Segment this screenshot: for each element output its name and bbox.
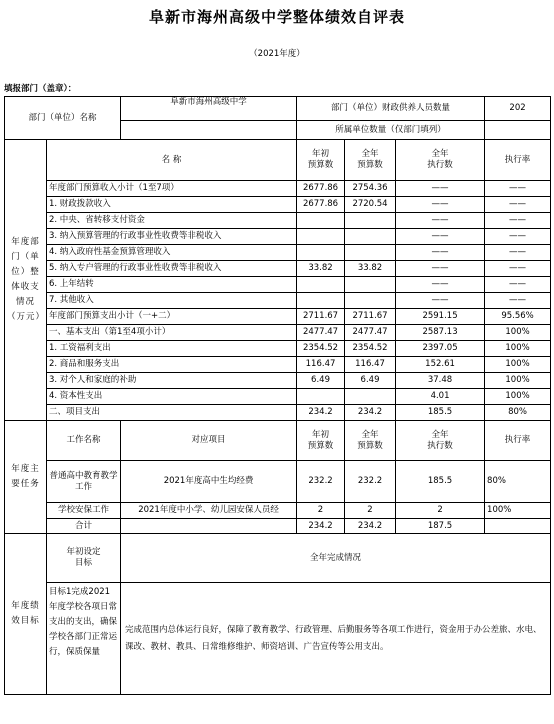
staff-count-value: 202 — [485, 97, 551, 121]
budget-item-initial: 2677.86 — [297, 181, 345, 197]
budget-row — [5, 213, 551, 229]
tasks-total-row — [5, 519, 551, 534]
budget-item-initial — [297, 229, 345, 245]
tasks-total-rate — [485, 519, 551, 534]
budget-row — [5, 229, 551, 245]
staff-count-label: 部门（单位）财政供养人员数量 — [297, 97, 485, 121]
budget-item-initial: 2477.47 — [297, 325, 345, 341]
task-project: 2021年度高中生均经费 — [121, 461, 297, 503]
budget-row — [5, 389, 551, 405]
budget-item-rate: 80% — [485, 405, 551, 421]
budget-row — [5, 357, 551, 373]
budget-item-full: 2754.36 — [345, 181, 396, 197]
budget-item-initial — [297, 245, 345, 261]
budget-item-name: 7. 其他收入 — [47, 293, 297, 309]
budget-item-rate: —— — [485, 261, 551, 277]
budget-item-full — [345, 389, 396, 405]
budget-item-rate: —— — [485, 181, 551, 197]
budget-item-exec: —— — [396, 181, 485, 197]
dept-label: 部门（单位）名称 — [5, 97, 121, 140]
budget-item-name: 6. 上年结转 — [47, 277, 297, 293]
goals-target-header: 年初设定 目标 — [47, 534, 121, 583]
budget-item-initial — [297, 213, 345, 229]
budget-row — [5, 309, 551, 325]
budget-item-full — [345, 229, 396, 245]
budget-item-name: 4. 纳入政府性基金预算管理收入 — [47, 245, 297, 261]
budget-item-full: 2477.47 — [345, 325, 396, 341]
budget-item-rate: 100% — [485, 325, 551, 341]
task-initial: 232.2 — [297, 461, 345, 503]
task-rate: 80% — [485, 461, 551, 503]
budget-item-name: 一、基本支出（第1至4项小计） — [47, 325, 297, 341]
budget-item-exec: 2397.05 — [396, 341, 485, 357]
budget-item-name: 1. 工资福利支出 — [47, 341, 297, 357]
budget-item-initial: 6.49 — [297, 373, 345, 389]
budget-item-rate: 100% — [485, 357, 551, 373]
budget-item-full: 234.2 — [345, 405, 396, 421]
budget-item-name: 二、项目支出 — [47, 405, 297, 421]
budget-row — [5, 181, 551, 197]
budget-row — [5, 261, 551, 277]
page-title: 阜新市海州高级中学整体绩效自评表 — [148, 8, 405, 26]
tasks-initial-header: 年初 预算数 — [297, 421, 345, 461]
budget-item-name: 2. 商品和服务支出 — [47, 357, 297, 373]
budget-item-initial — [297, 389, 345, 405]
tasks-rate-header: 执行率 — [485, 421, 551, 461]
task-row — [5, 503, 551, 519]
task-row — [5, 461, 551, 503]
budget-section-label: 年度部门（单位）整体收支情况（万元） — [5, 140, 47, 421]
budget-item-exec: 2587.13 — [396, 325, 485, 341]
budget-item-initial — [297, 293, 345, 309]
budget-name-header: 名 称 — [47, 140, 297, 181]
budget-initial-header: 年初 预算数 — [297, 140, 345, 181]
budget-item-exec: —— — [396, 229, 485, 245]
budget-row — [5, 245, 551, 261]
budget-item-name: 3. 纳入预算管理的行政事业性收费等非税收入 — [47, 229, 297, 245]
budget-header-row — [5, 140, 551, 181]
dept-name: 阜新市海州高级中学 — [121, 97, 297, 121]
tasks-work-header: 工作名称 — [47, 421, 121, 461]
budget-item-exec: 2591.15 — [396, 309, 485, 325]
budget-item-exec: 4.01 — [396, 389, 485, 405]
budget-item-name: 年度部门预算收入小计（1至7项） — [47, 181, 297, 197]
task-rate: 100% — [485, 503, 551, 519]
budget-rate-header: 执行率 — [485, 140, 551, 181]
budget-item-rate: —— — [485, 229, 551, 245]
budget-item-name: 5. 纳入专户管理的行政事业性收费等非税收入 — [47, 261, 297, 277]
budget-item-initial: 234.2 — [297, 405, 345, 421]
budget-item-exec: 37.48 — [396, 373, 485, 389]
budget-item-rate: 95.56% — [485, 309, 551, 325]
budget-row — [5, 197, 551, 213]
budget-item-initial — [297, 277, 345, 293]
budget-item-initial: 2711.67 — [297, 309, 345, 325]
dept-row — [5, 97, 551, 121]
goals-target-text: 目标1完成2021年度学校各项日常支出的支出，确保学校各部门正常运行，保质保量 — [47, 583, 121, 695]
goals-result-header: 全年完成情况 — [121, 534, 551, 583]
tasks-total-label: 合计 — [47, 519, 121, 534]
budget-item-full: 2354.52 — [345, 341, 396, 357]
budget-item-rate: —— — [485, 245, 551, 261]
budget-item-exec: —— — [396, 197, 485, 213]
budget-item-rate: 100% — [485, 389, 551, 405]
budget-item-rate: 100% — [485, 341, 551, 357]
evaluation-table — [4, 96, 551, 695]
budget-item-exec: —— — [396, 261, 485, 277]
filler-label: 填报部门（盖章）： — [4, 84, 77, 94]
report-year: （2021年度） — [249, 49, 305, 59]
task-exec: 2 — [396, 503, 485, 519]
budget-item-name: 3. 对个人和家庭的补助 — [47, 373, 297, 389]
tasks-exec-header: 全年 执行数 — [396, 421, 485, 461]
budget-item-full: 33.82 — [345, 261, 396, 277]
budget-row — [5, 373, 551, 389]
budget-item-full — [345, 293, 396, 309]
task-full: 232.2 — [345, 461, 396, 503]
budget-item-exec: —— — [396, 293, 485, 309]
budget-item-rate: —— — [485, 277, 551, 293]
task-project: 2021年度中小学、幼儿园安保人员经 — [121, 503, 297, 519]
budget-item-rate: —— — [485, 197, 551, 213]
budget-item-full — [345, 277, 396, 293]
budget-row — [5, 325, 551, 341]
budget-row — [5, 293, 551, 309]
goals-section-label: 年度绩效目标 — [5, 534, 47, 695]
tasks-total-exec: 187.5 — [396, 519, 485, 534]
budget-row — [5, 405, 551, 421]
empty-cell — [121, 519, 297, 534]
budget-item-name: 1. 财政拨款收入 — [47, 197, 297, 213]
tasks-total-initial: 234.2 — [297, 519, 345, 534]
budget-item-exec: —— — [396, 245, 485, 261]
budget-item-full — [345, 245, 396, 261]
budget-item-exec: 152.61 — [396, 357, 485, 373]
budget-item-full — [345, 213, 396, 229]
budget-item-full: 116.47 — [345, 357, 396, 373]
budget-item-rate: 100% — [485, 373, 551, 389]
budget-item-exec: —— — [396, 277, 485, 293]
goals-header-row — [5, 534, 551, 583]
budget-item-exec: —— — [396, 213, 485, 229]
task-full: 2 — [345, 503, 396, 519]
tasks-total-full: 234.2 — [345, 519, 396, 534]
tasks-section-label: 年度主要任务 — [5, 421, 47, 534]
budget-item-full: 2720.54 — [345, 197, 396, 213]
budget-item-rate: —— — [485, 293, 551, 309]
sub-unit-value — [485, 121, 551, 140]
empty-cell — [121, 121, 297, 140]
budget-row — [5, 277, 551, 293]
budget-item-name: 4. 资本性支出 — [47, 389, 297, 405]
budget-item-full: 6.49 — [345, 373, 396, 389]
budget-item-exec: 185.5 — [396, 405, 485, 421]
tasks-project-header: 对应项目 — [121, 421, 297, 461]
budget-item-initial: 2354.52 — [297, 341, 345, 357]
tasks-full-header: 全年 预算数 — [345, 421, 396, 461]
tasks-header-row — [5, 421, 551, 461]
budget-item-full: 2711.67 — [345, 309, 396, 325]
budget-full-header: 全年 预算数 — [345, 140, 396, 181]
budget-item-name: 2. 中央、省转移支付资金 — [47, 213, 297, 229]
task-initial: 2 — [297, 503, 345, 519]
task-exec: 185.5 — [396, 461, 485, 503]
task-work-name: 普通高中教育教学工作 — [47, 461, 121, 503]
budget-item-initial: 116.47 — [297, 357, 345, 373]
task-work-name: 学校安保工作 — [47, 503, 121, 519]
budget-exec-header: 全年 执行数 — [396, 140, 485, 181]
goals-row — [5, 583, 551, 695]
budget-item-rate: —— — [485, 213, 551, 229]
sub-unit-label: 所属单位数量（仅部门填列） — [297, 121, 485, 140]
goals-result-text: 完成范围内总体运行良好，保障了教育教学、行政管理、后勤服务等各项工作进行，资金用于办公差旅、水电、课改、教材、教具、日常维修维护、师资培训、广告宣传等公用支出。 — [121, 583, 551, 695]
budget-item-initial: 33.82 — [297, 261, 345, 277]
budget-row — [5, 341, 551, 357]
budget-item-initial: 2677.86 — [297, 197, 345, 213]
budget-item-name: 年度部门预算支出小计（一+二） — [47, 309, 297, 325]
